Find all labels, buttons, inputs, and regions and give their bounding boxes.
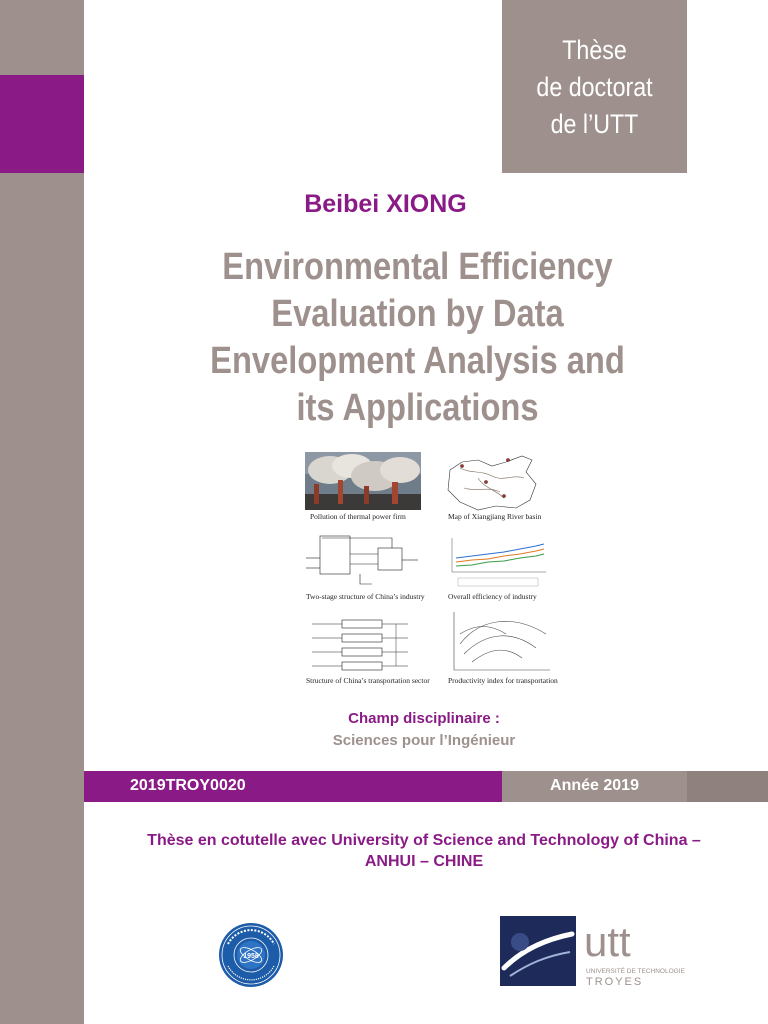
utt-line-1: UNIVERSITÉ DE TECHNOLOGIE bbox=[586, 968, 685, 975]
cotutelle-line-2: ANHUI – CHINE bbox=[364, 853, 484, 870]
left-purple-accent bbox=[0, 75, 84, 173]
utt-line-2: TROYES bbox=[586, 976, 644, 988]
author-name: Beibei XIONG bbox=[304, 190, 467, 218]
title-line-4: its Applications bbox=[296, 387, 539, 429]
field-value: Sciences pour l’Ingénieur bbox=[332, 732, 516, 749]
year-band bbox=[502, 771, 687, 802]
caption-4: Overall efficiency of industry bbox=[448, 592, 537, 601]
caption-1: Pollution of thermal power firm bbox=[310, 512, 406, 521]
pollution-photo bbox=[305, 452, 421, 510]
caption-5: Structure of China’s transportation sector bbox=[306, 676, 430, 685]
cotutelle-line-1: Thèse en cotutelle avec University of Science and Technology of China – bbox=[147, 832, 701, 849]
caption-2: Map of Xiangjiang River basin bbox=[448, 512, 542, 521]
caption-6: Productivity index for transportation bbox=[448, 676, 558, 685]
title-line-1: Environmental Efficiency bbox=[222, 246, 613, 288]
utt-letters: utt bbox=[584, 918, 631, 965]
band-left-grey bbox=[0, 771, 84, 802]
productivity-index-chart bbox=[454, 612, 550, 670]
title-line-2: Evaluation by Data bbox=[271, 293, 564, 335]
river-map bbox=[448, 456, 536, 510]
title-line-3: Envelopment Analysis and bbox=[210, 340, 625, 382]
two-stage-diagram bbox=[306, 536, 418, 584]
thesis-id-band bbox=[84, 771, 502, 802]
ustc-year: 1958 bbox=[243, 953, 259, 960]
thesis-year: Année 2019 bbox=[550, 777, 639, 794]
transportation-structure-diagram bbox=[312, 620, 408, 670]
cotutelle-statement bbox=[84, 830, 764, 872]
these-line-1: Thèse bbox=[562, 35, 627, 65]
thesis-id: 2019TROY0020 bbox=[130, 777, 246, 794]
caption-3: Two-stage structure of China’s industry bbox=[306, 592, 425, 601]
these-line-3: de l’UTT bbox=[550, 109, 639, 139]
these-de-doctorat-box bbox=[502, 0, 687, 173]
utt-logo bbox=[500, 912, 710, 992]
efficiency-line-chart bbox=[452, 538, 546, 586]
field-label: Champ disciplinaire : bbox=[348, 710, 500, 727]
ustc-logo bbox=[218, 922, 284, 988]
thesis-title bbox=[140, 244, 695, 432]
these-line-2: de doctorat bbox=[536, 72, 653, 102]
band-right-grey bbox=[687, 771, 768, 802]
figure-collage bbox=[300, 448, 568, 690]
